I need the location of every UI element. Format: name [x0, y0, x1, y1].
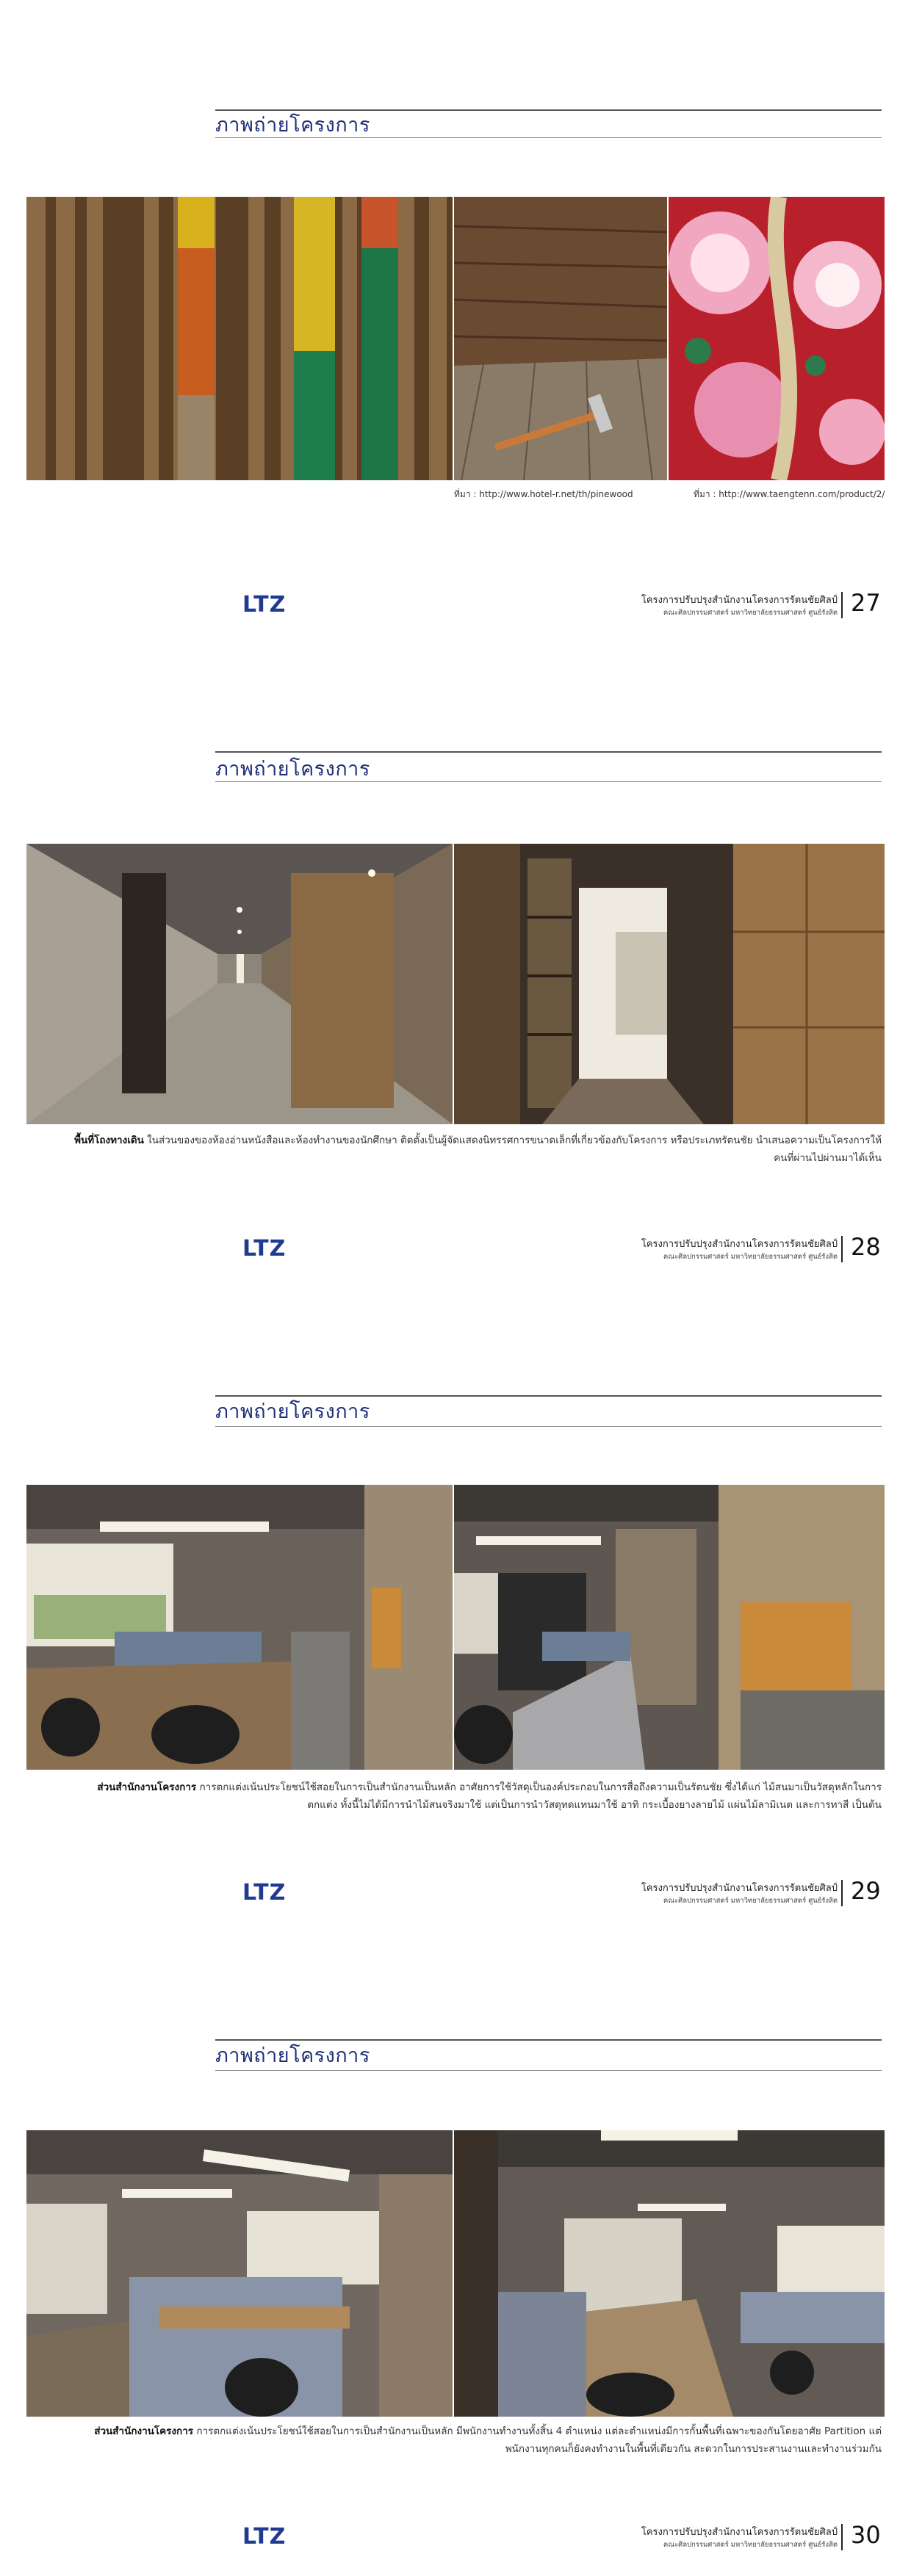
photo-floral-pattern	[669, 197, 885, 480]
footer-text	[641, 592, 838, 618]
footer-subtitle: คณะศิลปกรรมศาสตร์ มหาวิทยาลัยธรรมศาสตร์ ศูนย์รังสิต	[663, 2541, 838, 2549]
photo-hammer-wood	[454, 197, 667, 480]
title-rule-top	[215, 2039, 882, 2041]
page-29	[0, 1288, 911, 1932]
photo-office-shelves	[454, 844, 885, 1124]
ltz-logo: LTZ	[242, 1236, 287, 1262]
footer-divider	[841, 1236, 843, 1262]
photo-credit-2: ที่มา : http://www.taengtenn.com/product/2/	[694, 489, 885, 499]
page-number: 29	[851, 1877, 881, 1905]
title-rule-bottom	[215, 781, 882, 782]
page-number: 30	[851, 2521, 881, 2549]
photo-cubicles-overview	[454, 2130, 885, 2417]
footer-divider	[841, 1880, 843, 1906]
page-number: 27	[851, 589, 881, 617]
page-number: 28	[851, 1233, 881, 1261]
page-title: ภาพถ่ายโครงการ	[215, 1400, 370, 1423]
page-title: ภาพถ่ายโครงการ	[215, 114, 370, 137]
photo-caption	[73, 1779, 882, 1814]
title-rule-top	[215, 1395, 882, 1397]
footer-subtitle: คณะศิลปกรรมศาสตร์ มหาวิทยาลัยธรรมศาสตร์ ศูนย์รังสิต	[663, 1253, 838, 1261]
title-rule-top	[215, 751, 882, 753]
caption-text: การตกแต่งเน้นประโยชน์ใช้สอยในการเป็นสำนักงานเป็นหลัก อาศัยการใช้วัสดุเป็นองค์ประกอบในการสื่อถึงความเป็นรัตนชัย ซึ่งได้แก่ ไม้สนมาเป็นวัสดุหลักในการตกแต่ง ทั้งนี้ไม่ได้มีการนำไม้สนจริงมาใช้ แต่เป็นการนำวัสดุทดแทนมาใช้ อาทิ กระเบื้องยางลายไม้ แผ่นไม้ลามิเนต และการทาสี เป็นต้น	[196, 1781, 882, 1811]
caption-text: ในส่วนของของห้องอ่านหนังสือและห้องทำงานของนักศึกษา ติดตั้งเป็นผู้จัดแสดงนิทรรศการขนาดเล็กที่เกี่ยวข้องกับโครงการ หรือประเภทรัตนชัย นำเสนอความเป็นโครงการให้คนที่ผ่านไปผ่านมาได้เห็น	[143, 1135, 882, 1164]
photo-caption	[73, 2423, 882, 2458]
ltz-logo: LTZ	[242, 1880, 287, 1906]
photo-credit-1: ที่มา : http://www.hotel-r.net/th/pinewood	[454, 489, 633, 499]
photo-caption	[73, 1132, 882, 1167]
page-28	[0, 644, 911, 1288]
page-30	[0, 1932, 911, 2576]
footer-text	[641, 2524, 838, 2550]
title-rule-top	[215, 109, 882, 111]
caption-text: การตกแต่งเน้นประโยชน์ใช้สอยในการเป็นสำนักงานเป็นหลัก มีพนักงานทำงานทั้งสิ้น 4 ตำแหน่ง แต่ละตำแหน่งมีการกั้นพื้นที่เฉพาะของกันโดยอาศัย Partition แต่พนักงานทุกคนก็ยังคงทำงานในพื้นที่เดียวกัน สะดวกในการประสานงานและทำงานร่วมกัน	[193, 2425, 882, 2455]
ltz-logo: LTZ	[242, 2524, 287, 2550]
photo-office-partition	[454, 1485, 885, 1770]
footer-text	[641, 1880, 838, 1906]
title-rule-bottom	[215, 137, 882, 138]
footer-text	[641, 1236, 838, 1262]
photo-wood-slats	[26, 197, 453, 480]
footer-title: โครงการปรับปรุงสำนักงานโครงการรัตนชัยศิลป์	[641, 1883, 838, 1894]
footer-divider	[841, 592, 843, 618]
footer-subtitle: คณะศิลปกรรมศาสตร์ มหาวิทยาลัยธรรมศาสตร์ ศูนย์รังสิต	[663, 609, 838, 617]
ltz-logo: LTZ	[242, 592, 287, 618]
page-title: ภาพถ่ายโครงการ	[215, 2044, 370, 2067]
title-rule-bottom	[215, 2070, 882, 2071]
caption-heading: ส่วนสำนักงานโครงการ	[94, 2425, 194, 2437]
caption-heading: ส่วนสำนักงานโครงการ	[97, 1781, 197, 1793]
footer-divider	[841, 2524, 843, 2550]
photo-office-workstations	[26, 1485, 453, 1770]
page-27	[0, 0, 911, 644]
footer-title: โครงการปรับปรุงสำนักงานโครงการรัตนชัยศิลป์	[641, 1239, 838, 1250]
photo-cubicles	[26, 2130, 453, 2417]
footer-title: โครงการปรับปรุงสำนักงานโครงการรัตนชัยศิลป์	[641, 2527, 838, 2538]
page-title: ภาพถ่ายโครงการ	[215, 758, 370, 781]
footer-subtitle: คณะศิลปกรรมศาสตร์ มหาวิทยาลัยธรรมศาสตร์ ศูนย์รังสิต	[663, 1897, 838, 1905]
caption-heading: พื้นที่โถงทางเดิน	[74, 1135, 144, 1146]
photo-corridor	[26, 844, 453, 1124]
title-rule-bottom	[215, 1426, 882, 1427]
footer-title: โครงการปรับปรุงสำนักงานโครงการรัตนชัยศิลป์	[641, 595, 838, 606]
